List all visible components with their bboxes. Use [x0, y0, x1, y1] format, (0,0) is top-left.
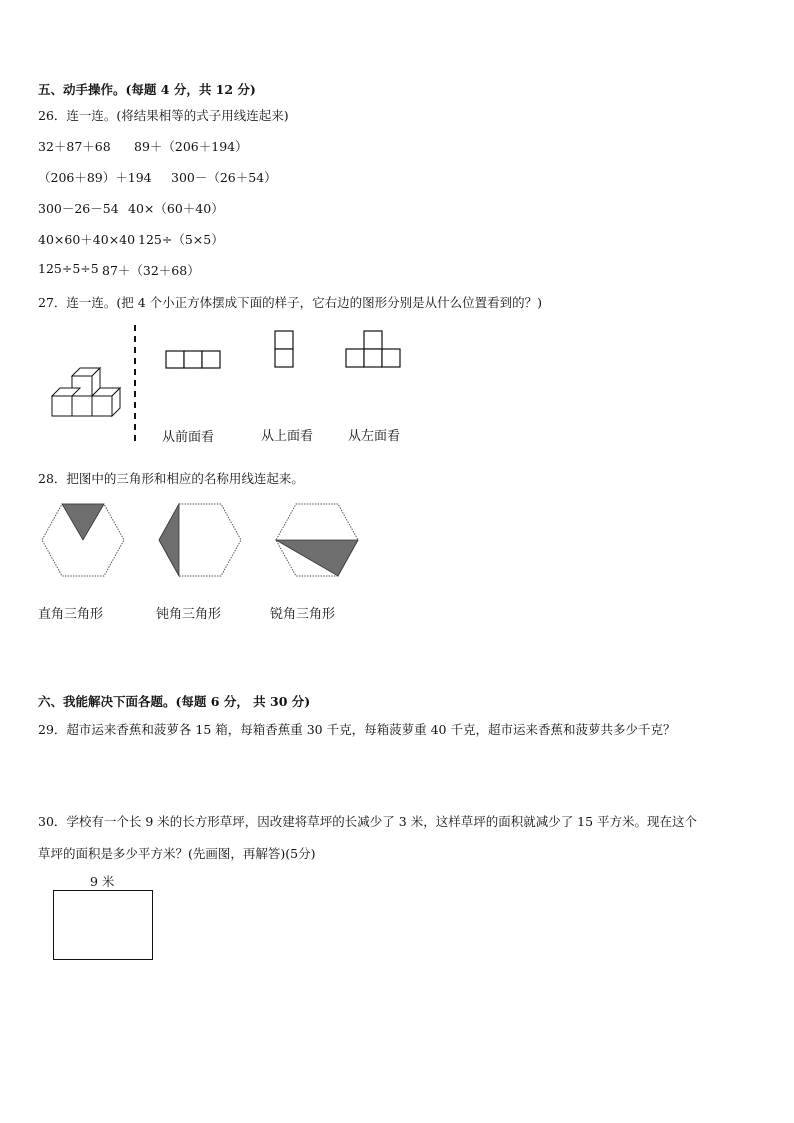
q26-right-expr-3: 40×（60＋40）	[128, 201, 224, 216]
q26-right-expr-4: 125÷（5×5）	[138, 232, 224, 247]
cube-stack-figure	[44, 366, 124, 428]
left-view-figure	[345, 330, 405, 370]
question-28-text: 28．把图中的三角形和相应的名称用线连起来。	[38, 471, 304, 486]
view-label-top: 从上面看	[261, 429, 314, 444]
hexagon-figure-2	[157, 502, 243, 578]
cube-front-face	[72, 396, 92, 416]
front-view-figure	[165, 350, 223, 370]
hexagon-figure-1	[40, 502, 126, 578]
view-label-left: 从左面看	[348, 429, 401, 444]
q26-left-expr-5: 125÷5÷5	[38, 261, 99, 276]
q26-left-expr-2: （206＋89）＋194	[38, 170, 152, 185]
q26-left-expr-3: 300－26－54	[38, 201, 119, 216]
hexagon-figure-3	[274, 502, 360, 578]
question-27-text: 27．连一连。(把 4 个小正方体摆成下面的样子，它右边的图形分别是从什么位置看到的？)	[38, 295, 543, 310]
triangle-label-obtuse: 钝角三角形	[156, 607, 222, 622]
q26-right-expr-5: 87＋（32＋68）	[102, 263, 200, 278]
triangle-label-acute: 锐角三角形	[270, 607, 336, 622]
rectangle-length-label: 9 米	[90, 874, 115, 889]
triangle-label-right: 直角三角形	[38, 607, 104, 622]
q26-left-expr-4: 40×60＋40×40	[38, 232, 136, 247]
q26-right-expr-2: 300－（26＋54）	[171, 170, 277, 185]
view-label-front: 从前面看	[162, 430, 215, 445]
cube-front-face	[52, 396, 72, 416]
q26-left-expr-1: 32＋87＋68	[38, 139, 111, 154]
question-26-text: 26．连一连。(将结果相等的式子用线连起来)	[38, 108, 289, 123]
top-view-figure	[274, 330, 296, 370]
lawn-rectangle	[53, 890, 153, 960]
question-29-text: 29．超市运来香蕉和菠萝各 15 箱，每箱香蕉重 30 千克，每箱菠萝重 40 千克，超市运来香蕉和菠萝共多少千克？	[38, 722, 676, 737]
question-30-line-1: 30．学校有一个长 9 米的长方形草坪，因改建将草坪的长减少了 3 米，这样草坪的面积就减少了 15 平方米。现在这个	[38, 814, 698, 829]
dashed-separator	[133, 325, 137, 443]
section-6-title: 六、我能解决下面各题。(每题 6 分， 共 30 分)	[38, 694, 311, 709]
section-5-title: 五、动手操作。(每题 4 分，共 12 分)	[38, 82, 256, 97]
q26-right-expr-1: 89＋（206＋194）	[134, 139, 248, 154]
question-30-line-2: 草坪的面积是多少平方米？(先画图，再解答)(5分)	[38, 846, 316, 861]
shaded-triangle-2	[159, 504, 179, 576]
cube-front-face	[92, 396, 112, 416]
